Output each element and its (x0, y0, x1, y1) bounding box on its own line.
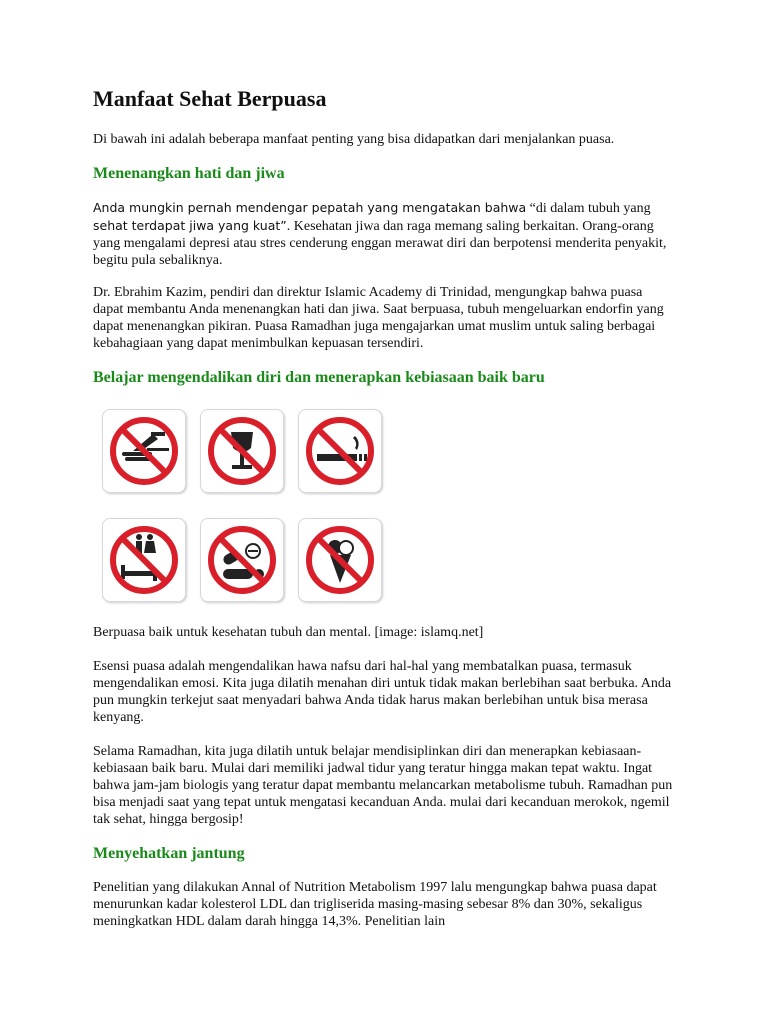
no-smoking-icon (298, 409, 382, 493)
no-ice-cream-icon (298, 518, 382, 602)
section-heading-heart: Menyehatkan jantung (93, 845, 245, 862)
intro-paragraph: Di bawah ini adalah beberapa manfaat penting yang bisa didapatkan dari menjalankan puasa. (93, 132, 615, 147)
no-intercourse-icon (102, 518, 186, 602)
quote-text-a: “di dalam tubuh yang (526, 201, 651, 216)
no-medicine-icon (200, 518, 284, 602)
section1-paragraph-2: Dr. Ebrahim Kazim, pendiri dan direktur Islamic Academy di Trinidad, mengungkap bahwa puasa dapat membantu Anda menenangkan hati dan jiwa. Saat berpuasa, tubuh mengeluarkan endorfin yang dapat menenangkan pikiran. Puasa Ramadhan juga mengajarkan umat muslim untuk saling berbagai kebahagiaan yang dapat menimbulkan kepuasan tersendiri. (93, 285, 664, 351)
section2-paragraph-1: Esensi puasa adalah mengendalikan hawa nafsu dari hal-hal yang membatalkan puasa, termasuk mengendalikan emosi. Kita juga dilatih menahan diri untuk tidak makan berlebihan saat berbuka. Anda pun mungkin terkejut saat menyadari bahwa Anda tidak harus makan berlebihan untuk bisa merasa kenyang. (93, 659, 672, 725)
section1-paragraph-1-rest: . Kesehatan jiwa dan raga memang saling berkaitan. Orang-orang yang mengalami depresi atau stres cenderung enggan merawat diri dan berpotensi menderita penyakit, begitu pula sebaliknya. (93, 219, 667, 268)
quote-text-b: sehat terdapat jiwa yang kuat” (93, 218, 287, 233)
no-drinking-icon (200, 409, 284, 493)
section-heading-calm: Menenangkan hati dan jiwa (93, 165, 285, 182)
section2-paragraph-2: Selama Ramadhan, kita juga dilatih untuk belajar mendisiplinkan diri dan menerapkan kebiasaan-kebiasaan baik baru. Mulai dari memiliki jadwal tidur yang teratur hingga makan tepat waktu. Ingat bahwa jam-jam biologis yang teratur dapat membantu melancarkan metabolisme tubuh. Ramadhan pun bisa menjadi saat yang tepat untuk mengatasi kecanduan Anda. mulai dari kecanduan merokok, ngemil tak sehat, hingga bergosip! (93, 744, 673, 827)
prohibition-signs-image (97, 406, 383, 601)
no-food-icon (102, 409, 186, 493)
image-caption: Berpuasa baik untuk kesehatan tubuh dan mental. [image: islamq.net] (93, 625, 484, 640)
page-title: Manfaat Sehat Berpuasa (93, 86, 327, 111)
section-heading-self-control: Belajar mengendalikan diri dan menerapkan kebiasaan baik baru (93, 369, 545, 386)
section3-paragraph-1: Penelitian yang dilakukan Annal of Nutrition Metabolism 1997 lalu mengungkap bahwa puasa dapat menurunkan kadar kolesterol LDL dan trigliserida masing-masing sebesar 8% dan 30%, sekaligus meningkatkan HDL dalam darah hingga 14,3%. Penelitian lain (93, 880, 657, 929)
section1-paragraph-1 (93, 199, 673, 269)
quote-intro-text: Anda mungkin pernah mendengar pepatah yang mengatakan bahwa (93, 200, 527, 215)
